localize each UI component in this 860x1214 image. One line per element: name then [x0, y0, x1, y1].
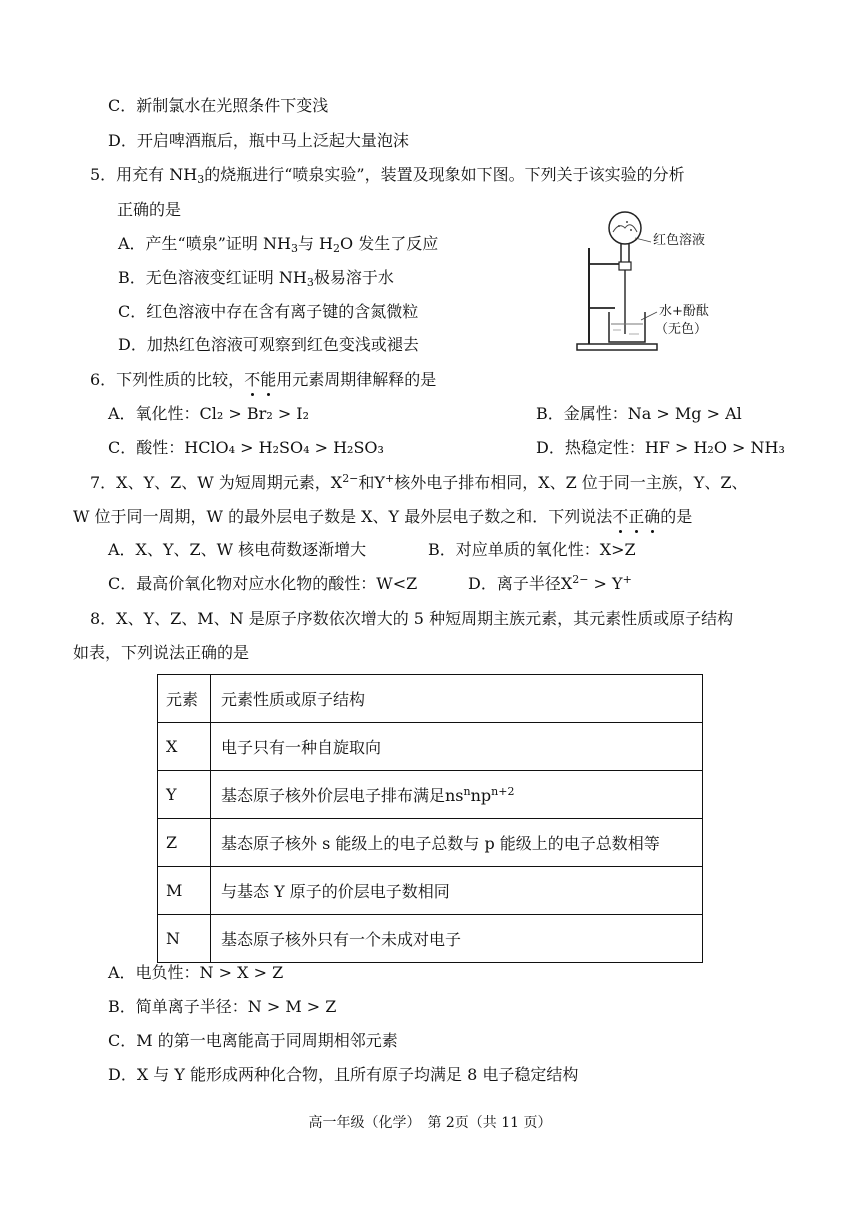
table-cell: N [158, 915, 211, 963]
table-cell: 基态原子核外价层电子排布满足$ns^nnp^{n+2}$ [211, 771, 703, 819]
q5-stem-line2: 正确的是 [117, 200, 182, 219]
q6-options-row2 [108, 436, 808, 460]
q5-option-a: A．产生“喷泉”证明 $NH_3$与 $H_2O$ 发生了反应 [118, 234, 439, 255]
element-property-table [157, 674, 703, 963]
q7-options-row1 [108, 538, 808, 562]
table-header-row [158, 675, 703, 723]
q6-options-row1 [108, 402, 808, 426]
q6-option-b: B．金属性：Na > Mg > Al [536, 404, 742, 423]
q8-option-c: C．M 的第一电离能高于同周期相邻元素 [108, 1031, 398, 1050]
table-cell: 与基态 Y 原子的价层电子数相同 [211, 867, 703, 915]
table-header-cell: 元素 [158, 675, 211, 723]
table-cell: 基态原子核外 s 能级上的电子总数与 p 能级上的电子总数相等 [211, 819, 703, 867]
q7-option-d: D．离子半径$X^{2-} > Y^+$ [468, 573, 632, 593]
q5-option-b: B．无色溶液变红证明 $NH_3$极易溶于水 [118, 268, 394, 289]
page-footer: 高一年级（化学） 第 2页（共 11 页） [308, 1115, 552, 1131]
q6-stem: 6．下列性质的比较，不能用元素周期律解释的是 [90, 368, 436, 392]
q7-stem-line1: 7．X、Y、Z、W 为短周期元素，$X^{2-}$和Y+核外电子排布相同，X、Z 位于同一主族，Y、Z、 [90, 472, 748, 492]
q4-option-d: D．开启啤酒瓶后，瓶中马上泛起大量泡沫 [108, 131, 409, 150]
label-red-solution: 红色溶液 [653, 233, 706, 248]
q8-option-a: A．电负性：N > X > Z [108, 963, 284, 982]
q5-option-c: C．红色溶液中存在含有离子键的含氮微粒 [118, 302, 419, 321]
fountain-apparatus-figure [575, 208, 715, 354]
label-water-phenolphthalein: 水+酚酞 [659, 304, 709, 319]
table-cell: 电子只有一种自旋取向 [211, 723, 703, 771]
q5-option-d: D．加热红色溶液可观察到红色变浅或褪去 [118, 335, 419, 354]
table-cell: X [158, 723, 211, 771]
table-row [158, 867, 703, 915]
table-row [158, 819, 703, 867]
q4-option-c: C．新制氯水在光照条件下变浅 [108, 96, 329, 115]
table-cell: Y [158, 771, 211, 819]
table-header-cell: 元素性质或原子结构 [211, 675, 703, 723]
q7-stem-line2: W 位于同一周期，W 的最外层电子数是 X、Y 最外层电子数之和．下列说法不正确的是 [73, 505, 692, 529]
q7-option-c: C．最高价氧化物对应水化物的酸性：W<Z [108, 574, 418, 593]
q6-option-a: A．氧化性：Cl₂ > Br₂ > I₂ [108, 404, 310, 423]
q6-option-c: C．酸性：HClO₄ > H₂SO₄ > H₂SO₃ [108, 438, 384, 457]
table-row [158, 915, 703, 963]
q5-stem: 5．用充有 $NH_3$的烧瓶进行“喷泉实验”，装置及现象如下图。下列关于该实验的分析 [90, 165, 685, 186]
table-row [158, 771, 703, 819]
table-cell: Z [158, 819, 211, 867]
table-row [158, 723, 703, 771]
table-cell: M [158, 867, 211, 915]
q8-stem-line2: 如表，下列说法正确的是 [73, 643, 250, 662]
q7-option-b: B．对应单质的氧化性：X>Z [428, 540, 636, 559]
q8-option-d: D．X 与 Y 能形成两种化合物，且所有原子均满足 8 电子稳定结构 [108, 1065, 579, 1084]
q8-option-b: B．简单离子半径：N > M > Z [108, 997, 337, 1016]
table-cell: 基态原子核外只有一个未成对电子 [211, 915, 703, 963]
q8-stem-line1: 8．X、Y、Z、M、N 是原子序数依次增大的 5 种短周期主族元素，其元素性质或原子结构 [90, 609, 734, 628]
q6-option-d: D．热稳定性：HF > H₂O > NH₃ [536, 438, 785, 457]
q7-options-row2 [108, 572, 808, 596]
q7-option-a: A．X、Y、Z、W 核电荷数逐渐增大 [108, 540, 367, 559]
label-colorless: （无色） [655, 322, 708, 337]
